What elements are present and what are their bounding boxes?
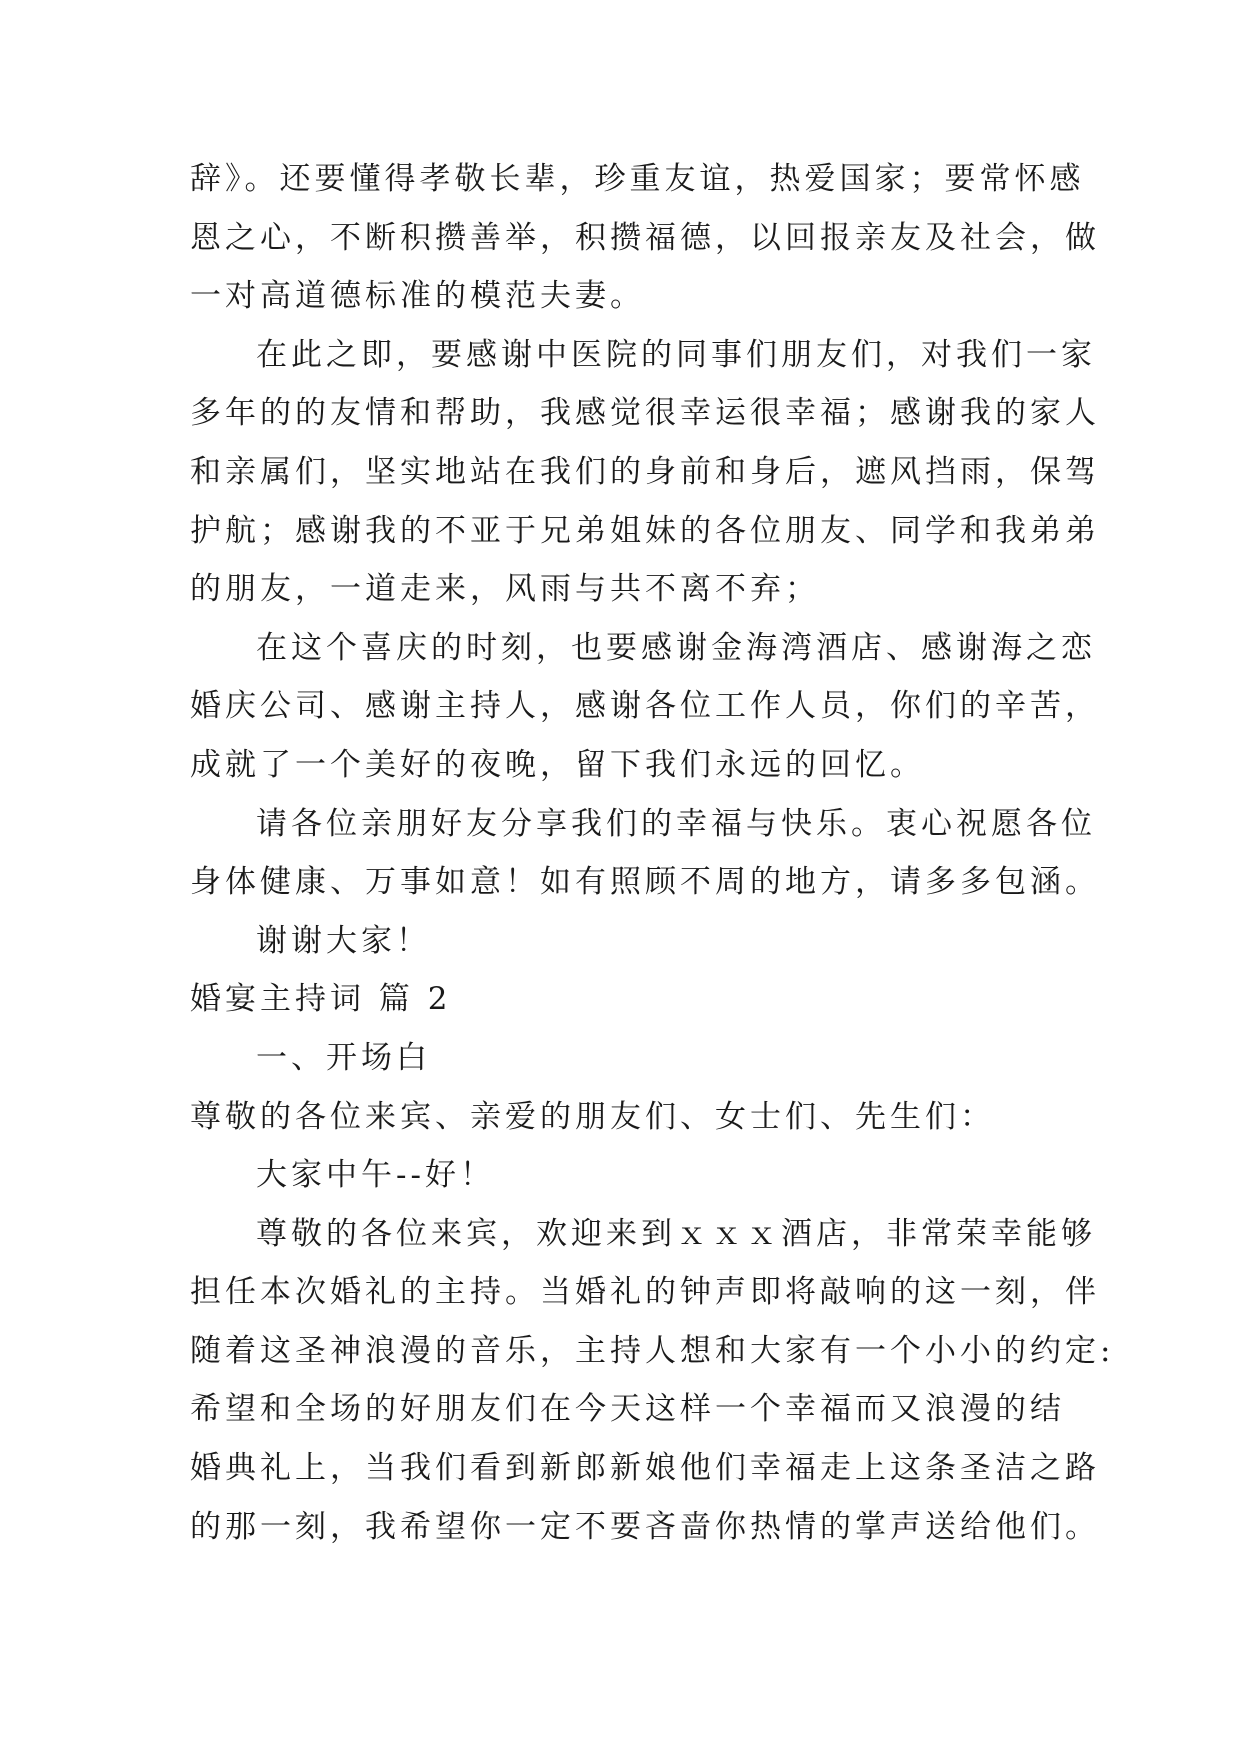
text-line: 婚庆公司、感谢主持人，感谢各位工作人员，你们的辛苦，	[190, 688, 1100, 725]
text-line: 和亲属们，坚实地站在我们的身前和身后，遮风挡雨，保驾	[190, 453, 1100, 490]
text-line: 尊敬的各位来宾、亲爱的朋友们、女士们、先生们：	[190, 1098, 995, 1135]
text-line: 成就了一个美好的夜晚，留下我们永远的回忆。	[190, 746, 925, 783]
text-line: 在此之即，要感谢中医院的同事们朋友们，对我们一家	[256, 336, 1096, 373]
text-line: 尊敬的各位来宾，欢迎来到ｘｘｘ酒店，非常荣幸能够	[256, 1215, 1096, 1252]
text-line: 的那一刻，我希望你一定不要吝啬你热情的掌声送给他们。	[190, 1508, 1100, 1545]
text-line: 希望和全场的好朋友们在今天这样一个幸福而又浪漫的结	[190, 1391, 1065, 1428]
text-line: 辞》。还要懂得孝敬长辈，珍重友谊，热爱国家；要常怀感	[190, 161, 1085, 197]
text-line: 婚典礼上，当我们看到新郎新娘他们幸福走上这条圣洁之路	[190, 1450, 1100, 1487]
text-line: 的朋友，一道走来，风雨与共不离不弃；	[190, 571, 820, 608]
document-body	[190, 150, 1115, 1556]
text-line: 一对高道德标准的模范夫妻。	[190, 278, 645, 315]
subsection-heading: 一、开场白	[256, 1039, 431, 1076]
text-line: 大家中午--好！	[256, 1157, 495, 1194]
text-line: 谢谢大家！	[256, 922, 431, 959]
text-line: 护航；感谢我的不亚于兄弟姐妹的各位朋友、同学和我弟弟	[190, 512, 1100, 549]
text-line: 恩之心，不断积攒善举，积攒福德，以回报亲友及社会，做	[190, 219, 1100, 256]
section-heading: 婚宴主持词 篇 2	[190, 981, 452, 1018]
text-line: 担任本次婚礼的主持。当婚礼的钟声即将敲响的这一刻，伴	[190, 1274, 1100, 1311]
text-line: 多年的的友情和帮助，我感觉很幸运很幸福；感谢我的家人	[190, 395, 1100, 432]
text-line: 身体健康、万事如意！如有照顾不周的地方，请多多包涵。	[190, 864, 1100, 901]
text-line: 随着这圣神浪漫的音乐，主持人想和大家有一个小小的约定:	[190, 1332, 1115, 1369]
text-line: 在这个喜庆的时刻，也要感谢金海湾酒店、感谢海之恋	[256, 629, 1096, 666]
text-line: 请各位亲朋好友分享我们的幸福与快乐。衷心祝愿各位	[256, 805, 1096, 842]
